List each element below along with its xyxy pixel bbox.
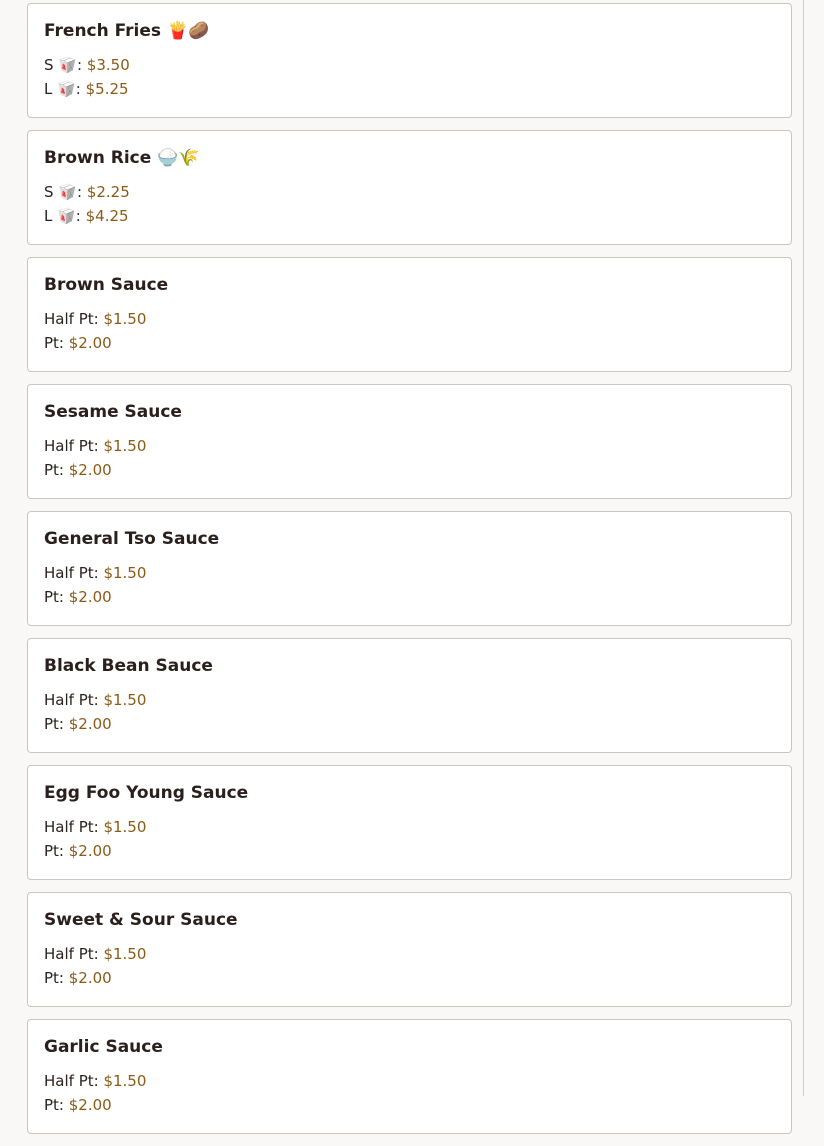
price-value: $5.25 <box>85 80 129 98</box>
menu-list <box>27 3 792 1146</box>
price-row-small <box>44 180 775 204</box>
menu-item-name: Egg Foo Young Sauce <box>44 783 249 803</box>
price-value: $2.00 <box>68 1096 112 1114</box>
size-label: S 🥡: <box>44 56 83 74</box>
menu-item-name: Brown Sauce <box>44 275 169 295</box>
menu-item-garlic-sauce[interactable] <box>27 1019 792 1134</box>
size-label: Half Pt: <box>44 945 99 963</box>
price-value: $1.50 <box>103 691 147 709</box>
menu-item-egg-foo-young-sauce[interactable] <box>27 765 792 880</box>
price-row-half-pint <box>44 815 775 839</box>
price-row-large <box>44 204 775 228</box>
price-value: $2.00 <box>68 334 112 352</box>
price-value: $2.25 <box>86 183 130 201</box>
price-row-half-pint <box>44 942 775 966</box>
price-row-half-pint <box>44 434 775 458</box>
price-value: $1.50 <box>103 945 147 963</box>
price-value: $1.50 <box>103 1072 147 1090</box>
size-label: Half Pt: <box>44 310 99 328</box>
price-value: $2.00 <box>68 461 112 479</box>
size-label: Pt: <box>44 588 64 606</box>
price-row-half-pint <box>44 1069 775 1093</box>
size-label: S 🥡: <box>44 183 83 201</box>
price-row-pint <box>44 458 775 482</box>
size-label: Pt: <box>44 334 64 352</box>
price-row-pint <box>44 966 775 990</box>
price-row-large <box>44 77 775 101</box>
size-label: Half Pt: <box>44 564 99 582</box>
price-row-pint <box>44 712 775 736</box>
menu-item-french-fries[interactable] <box>27 3 792 118</box>
size-label: Half Pt: <box>44 818 99 836</box>
price-row-pint <box>44 839 775 863</box>
price-row-half-pint <box>44 561 775 585</box>
size-label: Pt: <box>44 842 64 860</box>
page-edge-divider <box>803 0 804 1096</box>
price-row-half-pint <box>44 688 775 712</box>
price-value: $1.50 <box>103 310 147 328</box>
size-label: Pt: <box>44 969 64 987</box>
price-row-pint <box>44 585 775 609</box>
menu-item-name: Sweet & Sour Sauce <box>44 910 238 930</box>
price-value: $3.50 <box>86 56 130 74</box>
menu-item-sweet-sour-sauce[interactable] <box>27 892 792 1007</box>
menu-item-name: Black Bean Sauce <box>44 656 213 676</box>
size-label: Half Pt: <box>44 437 99 455</box>
menu-item-name: Sesame Sauce <box>44 402 182 422</box>
menu-item-brown-sauce[interactable] <box>27 257 792 372</box>
price-value: $2.00 <box>68 842 112 860</box>
price-row-small <box>44 53 775 77</box>
size-label: L 🥡: <box>44 207 81 225</box>
menu-item-brown-rice[interactable] <box>27 130 792 245</box>
price-value: $1.50 <box>103 818 147 836</box>
size-label: Pt: <box>44 461 64 479</box>
menu-item-sesame-sauce[interactable] <box>27 384 792 499</box>
size-label: Pt: <box>44 1096 64 1114</box>
price-row-pint <box>44 331 775 355</box>
menu-item-name: Garlic Sauce <box>44 1037 163 1057</box>
menu-item-name: French Fries 🍟🥔 <box>44 21 210 41</box>
menu-item-black-bean-sauce[interactable] <box>27 638 792 753</box>
menu-item-name: General Tso Sauce <box>44 529 220 549</box>
price-value: $4.25 <box>85 207 129 225</box>
price-row-half-pint <box>44 307 775 331</box>
size-label: L 🥡: <box>44 80 81 98</box>
size-label: Pt: <box>44 715 64 733</box>
menu-item-name: Brown Rice 🍚🌾 <box>44 148 200 168</box>
price-value: $1.50 <box>103 437 147 455</box>
price-value: $2.00 <box>68 969 112 987</box>
price-value: $2.00 <box>68 715 112 733</box>
size-label: Half Pt: <box>44 1072 99 1090</box>
menu-item-general-tso-sauce[interactable] <box>27 511 792 626</box>
price-row-pint <box>44 1093 775 1117</box>
price-value: $1.50 <box>103 564 147 582</box>
size-label: Half Pt: <box>44 691 99 709</box>
price-value: $2.00 <box>68 588 112 606</box>
